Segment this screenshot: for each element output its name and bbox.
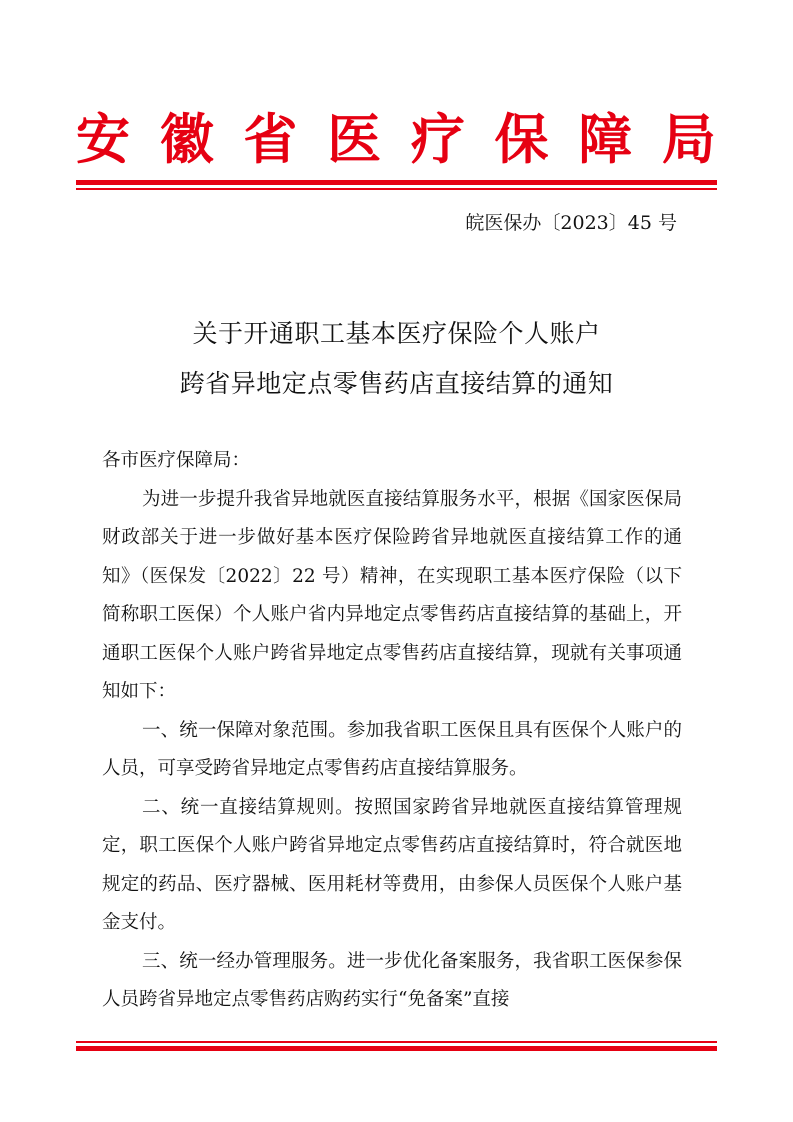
document-title-line-1: 关于开通职工基本医疗保险个人账户 (192, 319, 601, 348)
letterhead-char: 疗 (410, 108, 465, 171)
body-paragraph: 二、统一直接结算规则。按照国家跨省异地就医直接结算管理规定，职工医保个人账户跨省异地定点零售药店直接结算时，符合就医地规定的药品、医疗器械、医用耗材等费用，由参保人员医保个人账户基金支付。 (102, 796, 682, 933)
letterhead-issuer-name (76, 100, 716, 180)
letterhead-char: 局 (661, 108, 716, 171)
document-number: 皖医保办〔2023〕45 号 (465, 212, 677, 234)
footer-divider-thick (76, 1046, 717, 1051)
letterhead-char: 徽 (159, 108, 214, 171)
letterhead-char: 障 (578, 108, 633, 171)
letterhead-char: 保 (494, 108, 549, 171)
body-paragraph: 为进一步提升我省异地就医直接结算服务水平，根据《国家医保局 财政部关于进一步做好基本医疗保险跨省异地就医直接结算工作的通知》（医保发〔2022〕22 号）精神，在实现职工基本医疗保险（以下简称职工医保）个人账户省内异地定点零售药店直接结算的基础上，开通职工医保个人账户跨省异地定点零售药店直接结算，现就有关事项通知如下： (102, 488, 682, 702)
footer-divider-thin (76, 1041, 717, 1043)
letterhead-divider-thick (76, 180, 717, 185)
document-body (102, 442, 682, 1020)
body-paragraph: 三、统一经办管理服务。进一步优化备案服务，我省职工医保参保人员跨省异地定点零售药店购药实行“免备案”直接 (102, 950, 682, 1010)
letterhead-divider-thin (76, 188, 717, 190)
letterhead-char: 省 (243, 108, 298, 171)
letterhead-char: 医 (327, 108, 382, 171)
salutation: 各市医疗保障局： (102, 450, 251, 471)
body-paragraph: 一、统一保障对象范围。参加我省职工医保且具有医保个人账户的人员，可享受跨省异地定点零售药店直接结算服务。 (102, 719, 682, 779)
letterhead-char: 安 (76, 108, 130, 171)
document-title-line-2: 跨省异地定点零售药店直接结算的通知 (179, 369, 614, 398)
